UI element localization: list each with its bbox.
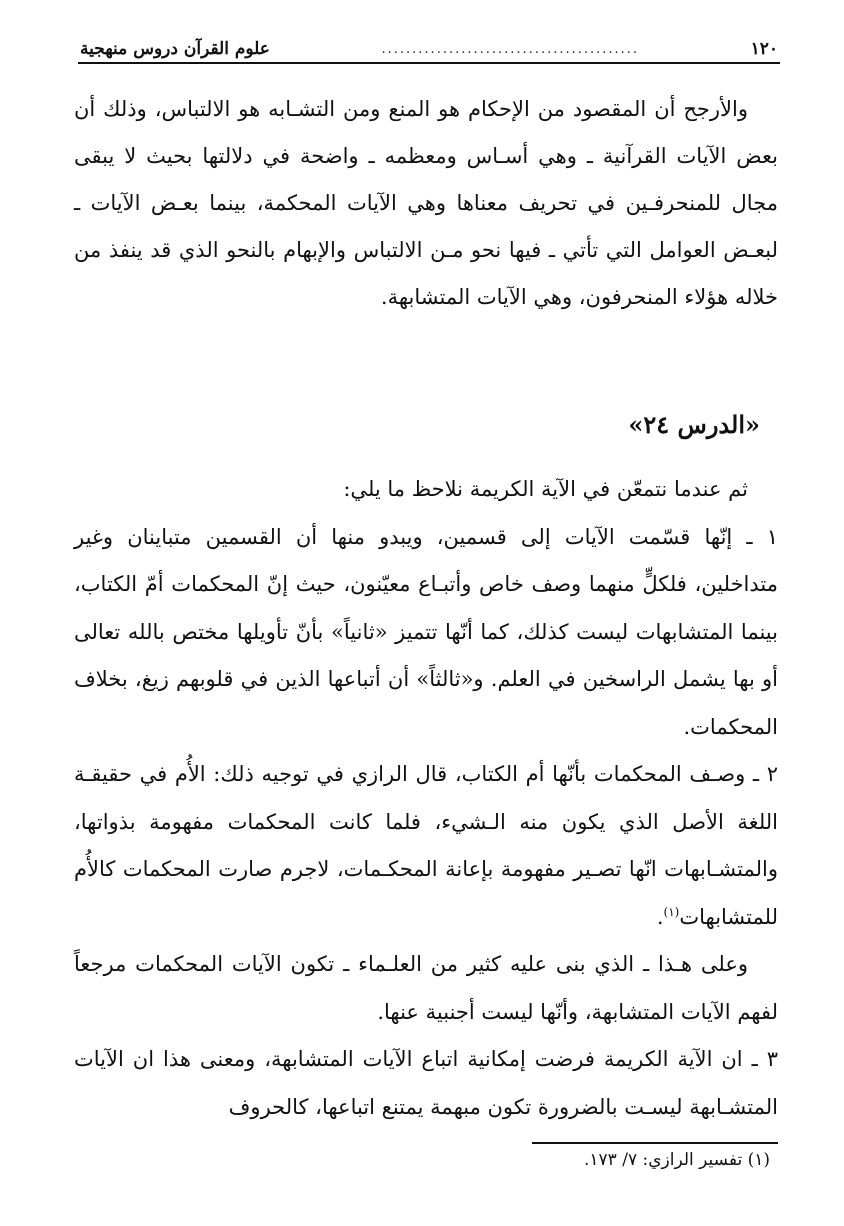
leader-dots: .......................................... bbox=[381, 41, 640, 57]
running-header bbox=[80, 34, 778, 64]
footnote: (١) تفسير الرازي: ٧/ ١٧٣. bbox=[584, 1150, 770, 1170]
paragraph: ٣ ـ ان الآية الكريمة فرضت إمكانية اتباع الآيات المتشابهة، ومعنى هذا ان الآيات المتشـابهة ليسـت بالضرورة تكون مبهمة يمتنع اتباعها، كالحروف bbox=[74, 1047, 778, 1119]
page-number: ١٢٠ bbox=[750, 39, 778, 59]
header-divider bbox=[78, 62, 780, 64]
paragraph-text: ٢ ـ وصـف المحكمات بأنّها أم الكتاب، قال الرازي في توجيه ذلك: الأُم في حقيقـة اللغة الأصل الذي يكون منه الـشيء، فلما كانت المحكمات مفهومة بذواتها، والمتشـابهات انّها تصـير مفهومة بإعانة المحكـمات، لاجرم صارت المحكمات كالأُم للمتشابهات bbox=[74, 762, 778, 929]
footnote-reference[interactable]: (١) bbox=[663, 904, 680, 919]
paragraph bbox=[74, 751, 778, 941]
paragraph: وعلى هـذا ـ الذي بنى عليه كثير من العلـماء ـ تكون الآيات المحكمات مرجعاً لفهم الآيات المتشابهة، وأنّها ليست أجنبية عنها. bbox=[74, 952, 778, 1024]
lesson-text bbox=[74, 466, 778, 1131]
footnote-divider bbox=[532, 1142, 778, 1144]
paragraph: والأرجح أن المقصود من الإحكام هو المنع ومن التشـابه هو الالتباس، وذلك أن بعض الآيات القرآنية ـ وهي أسـاس ومعظمه ـ واضحة في دلالتها بحيث لا يبقى مجال للمنحرفـين في تحريف معناها وهي الآيات المحكمة، بينما بعـض الآيات ـ لبعـض العوامل التي تأتي ـ فيها نحو مـن الالتباس والإبهام بالنحو الذي قد ينفذ من خلاله هؤلاء المنحرفون، وهي الآيات المتشابهة. bbox=[74, 97, 778, 309]
paragraph-end: . bbox=[656, 904, 664, 929]
lesson-heading: «الدرس ٢٤» bbox=[628, 410, 760, 439]
paragraph: ١ ـ إنّها قسّمت الآيات إلى قسمين، ويبدو منها أن القسمين متباينان وغير متداخلين، فلكلٍّ منهما وصف خاص وأتبـاع معيّنون، حيث إنّ المحكمات أمّ الكتاب، بينما المتشابهات ليست كذلك، كما أنّها تتميز «ثانياً» بأنّ تأويلها مختص بالله تعالى أو بها يشمل الراسخين في العلم. و«ثالثاً» أن أتباعها الذين في قلوبهم زيغ، بخلاف المحكمات. bbox=[74, 524, 778, 739]
paragraph: ثم عندما نتمعّن في الآية الكريمة نلاحظ ما يلي: bbox=[343, 477, 748, 501]
running-title: علوم القرآن دروس منهجية bbox=[80, 39, 270, 59]
intro-text bbox=[74, 86, 778, 321]
